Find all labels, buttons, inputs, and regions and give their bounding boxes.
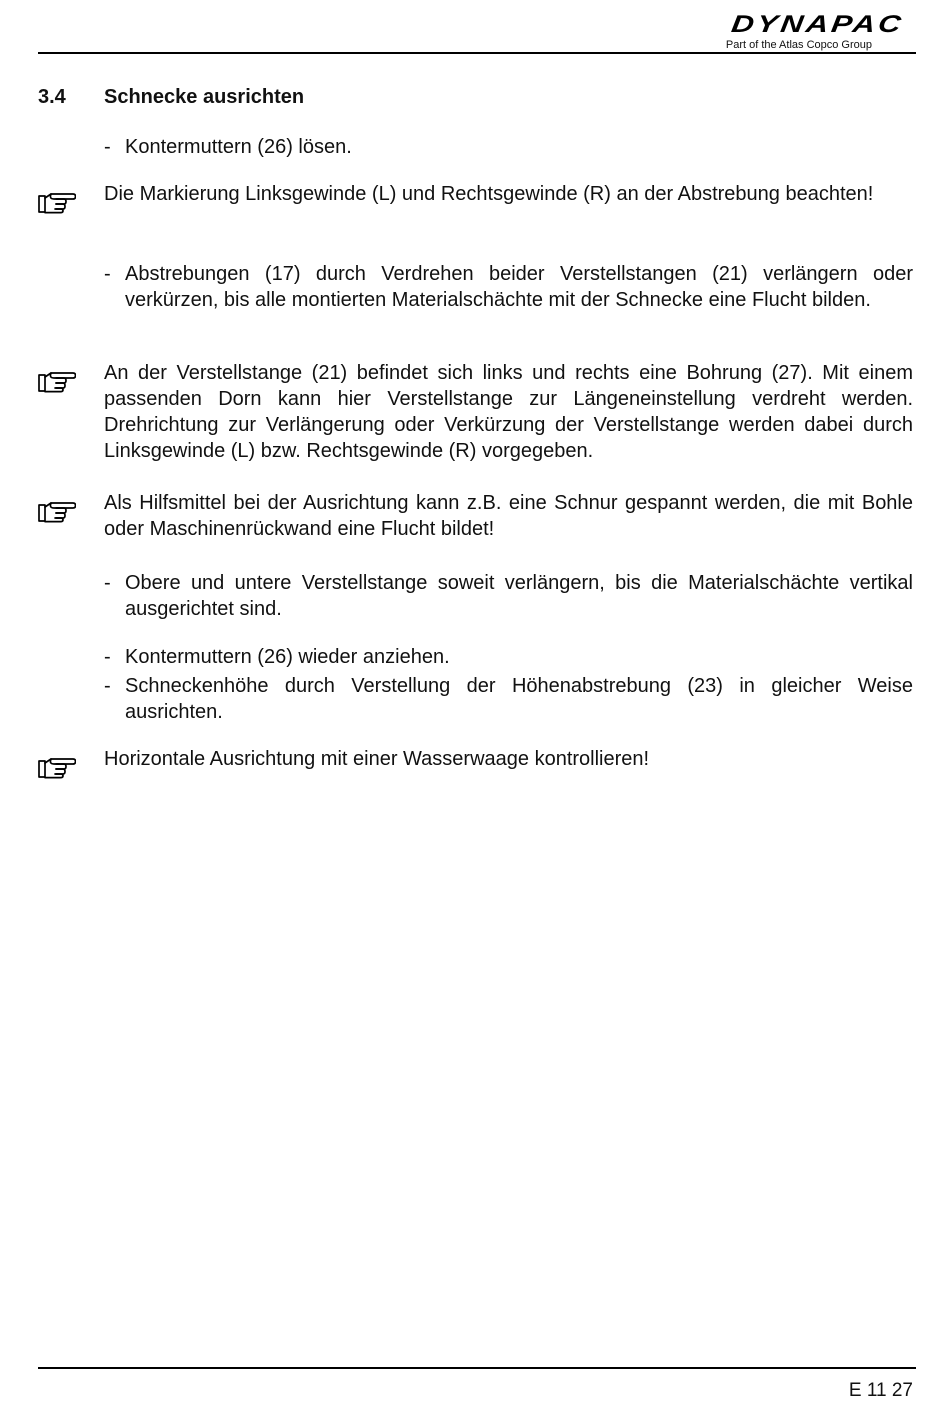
step-text: Abstrebungen (17) durch Verdrehen beider Verstellstangen (21) verlängern oder verkürzen, bis alle montierten Materialschächte mit der Schnecke eine Flucht bilden. <box>125 263 913 311</box>
pointing-hand-icon <box>36 753 76 779</box>
dash-bullet: - <box>104 136 111 158</box>
section-number: 3.4 <box>38 86 66 108</box>
note-adjusting-rod: An der Verstellstange (21) befindet sich links und rechts eine Bohrung (27). Mit einem passenden Dorn kann hier Verstellstange zur Längeneinstellung verdreht werden. Drehrichtung zur Verlängerung oder Verkürzung der Verstellstange werden dabei durch Linksgewinde (L) bzw. Rechtsgewinde (R) vorgegeben. <box>104 362 913 462</box>
step-tighten-locknuts <box>104 644 913 670</box>
header-logo-block <box>677 6 906 52</box>
brand-tagline: Part of the Atlas Copco Group <box>725 39 872 51</box>
pointing-hand-icon <box>36 188 76 214</box>
pointing-hand-icon <box>36 367 76 393</box>
note-thread-marking: Die Markierung Linksgewinde (L) und Rechtsgewinde (R) an der Abstrebung beachten! <box>104 183 874 205</box>
brand-logo: DYNAPAC <box>729 10 906 38</box>
step-auger-height <box>104 673 913 725</box>
step-text: Obere und untere Verstellstange soweit verlängern, bis die Materialschächte vertikal ausgerichtet sind. <box>125 572 913 620</box>
pointing-hand-icon <box>36 497 76 523</box>
step-text: Kontermuttern (26) wieder anziehen. <box>125 646 450 668</box>
section-title: Schnecke ausrichten <box>104 86 305 108</box>
note-spirit-level: Horizontale Ausrichtung mit einer Wasserwaage kontrollieren! <box>104 748 650 770</box>
note-string-aid: Als Hilfsmittel bei der Ausrichtung kann z.B. eine Schnur gespannt werden, die mit Bohle oder Maschinenrückwand eine Flucht bildet! <box>104 492 913 540</box>
step-text: Schneckenhöhe durch Verstellung der Höhenabstrebung (23) in gleicher Weise ausrichten. <box>125 675 913 723</box>
dash-bullet: - <box>104 646 111 668</box>
step-adjust-struts <box>104 261 913 313</box>
dash-bullet: - <box>104 263 111 285</box>
step-lengthen-rods <box>104 570 913 622</box>
header-divider <box>38 52 916 54</box>
dash-bullet: - <box>104 675 111 697</box>
page-number: E 11 27 <box>848 1380 913 1401</box>
dash-bullet: - <box>104 572 111 594</box>
step-loosen-locknuts <box>104 134 913 160</box>
footer-divider <box>38 1367 916 1369</box>
step-text: Kontermuttern (26) lösen. <box>125 136 352 158</box>
